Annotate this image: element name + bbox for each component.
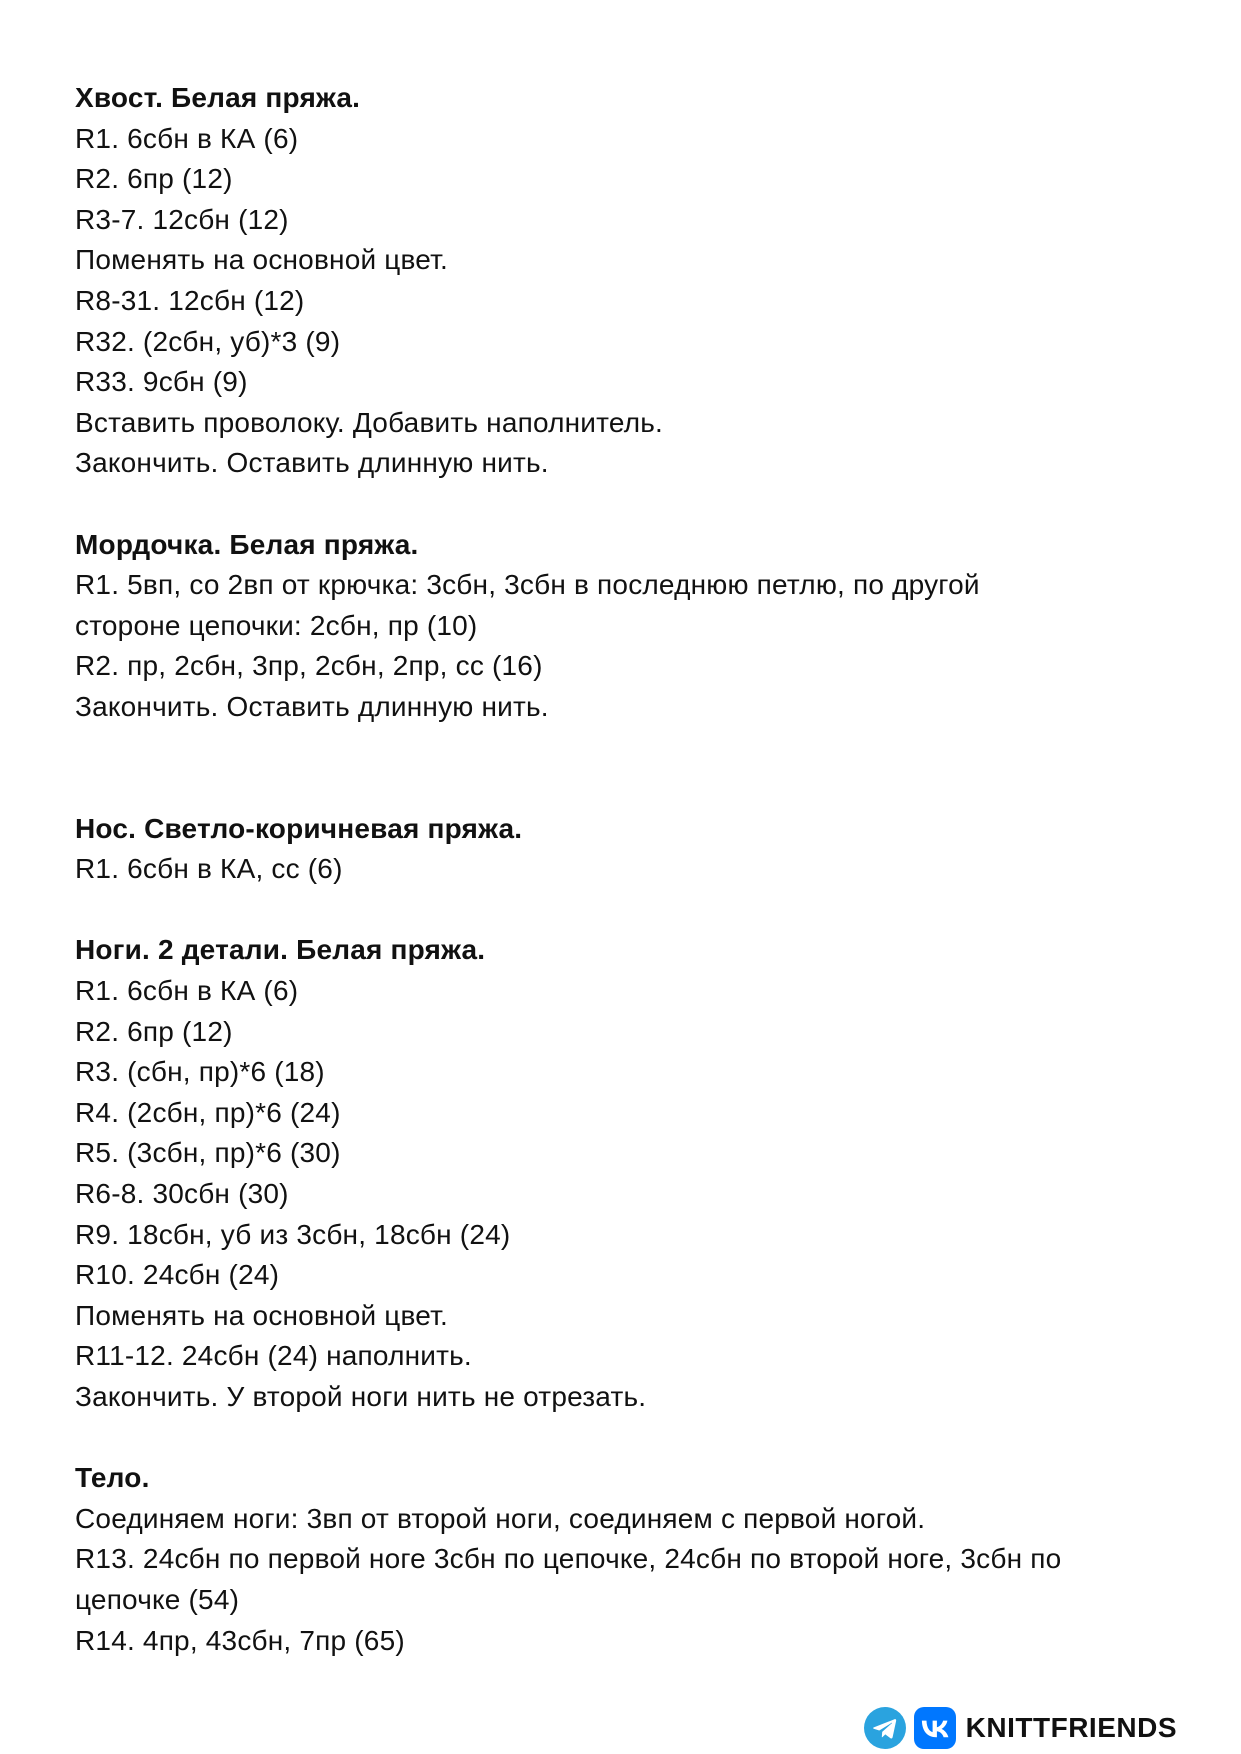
instruction-line: Закончить. Оставить длинную нить. xyxy=(75,447,549,479)
instruction-line: R32. (2сбн, уб)*3 (9) xyxy=(75,325,341,357)
instruction-line: R3-7. 12сбн (12) xyxy=(75,203,289,235)
instruction-line: R13. 24сбн по первой ноге 3сбн по цепочке, 24сбн по второй ноге, 3сбн по xyxy=(75,1543,1062,1575)
instruction-line: Вставить проволоку. Добавить наполнитель. xyxy=(75,406,664,438)
instruction-line: Закончить. Оставить длинную нить. xyxy=(75,690,549,722)
instruction-line: R3. (сбн, пр)*6 (18) xyxy=(75,1056,325,1088)
section-muzzle xyxy=(75,525,1165,728)
telegram-icon[interactable] xyxy=(864,1707,906,1749)
section-heading: Тело. xyxy=(75,1462,150,1494)
section-nose xyxy=(75,809,1165,890)
instruction-line: R1. 5вп, со 2вп от крючка: 3сбн, 3сбн в последнюю петлю, по другой xyxy=(75,569,980,601)
instruction-line: R14. 4пр, 43сбн, 7пр (65) xyxy=(75,1624,405,1656)
instruction-line: R2. 6пр (12) xyxy=(75,163,233,195)
instruction-line: Соединяем ноги: 3вп от второй ноги, соединяем с первой ногой. xyxy=(75,1502,926,1534)
section-heading: Нос. Светло-коричневая пряжа. xyxy=(75,812,523,844)
section-legs xyxy=(75,930,1165,1417)
instruction-line: R8-31. 12сбн (12) xyxy=(75,284,305,316)
brand-name: KNITTFRIENDS xyxy=(965,1712,1177,1743)
section-heading: Ноги. 2 детали. Белая пряжа. xyxy=(75,934,486,966)
instruction-line: R6-8. 30сбн (30) xyxy=(75,1178,289,1210)
instruction-line: R1. 6сбн в КА (6) xyxy=(75,975,299,1007)
instruction-line: R1. 6сбн в КА, сс (6) xyxy=(75,853,343,885)
vk-icon[interactable] xyxy=(914,1707,956,1749)
instruction-line: R5. (3сбн, пр)*6 (30) xyxy=(75,1137,341,1169)
spacer xyxy=(75,890,1165,931)
instruction-line: R33. 9сбн (9) xyxy=(75,366,248,398)
instruction-line: R4. (2сбн, пр)*6 (24) xyxy=(75,1096,341,1128)
instruction-line: R2. пр, 2сбн, 3пр, 2сбн, 2пр, сс (16) xyxy=(75,650,543,682)
instruction-line: Закончить. У второй ноги нить не отрезать. xyxy=(75,1381,647,1412)
instruction-line: R1. 6сбн в КА (6) xyxy=(75,122,299,154)
instruction-line: стороне цепочки: 2сбн, пр (10) xyxy=(75,609,478,641)
section-tail xyxy=(75,78,1165,484)
instruction-line: R10. 24сбн (24) xyxy=(75,1259,280,1291)
instruction-line: Поменять на основной цвет. xyxy=(75,1299,449,1331)
instruction-line: R11-12. 24сбн (24) наполнить. xyxy=(75,1340,472,1372)
instruction-line: R9. 18сбн, уб из 3сбн, 18сбн (24) xyxy=(75,1218,511,1250)
instruction-line: R2. 6пр (12) xyxy=(75,1015,233,1047)
spacer xyxy=(75,1418,1165,1459)
section-body xyxy=(75,1458,1165,1661)
spacer xyxy=(75,728,1165,809)
footer-branding xyxy=(864,1706,1177,1750)
instruction-line: цепочке (54) xyxy=(75,1583,240,1615)
spacer xyxy=(75,484,1165,525)
document-body xyxy=(75,78,1165,1661)
instruction-line: Поменять на основной цвет. xyxy=(75,244,449,276)
section-heading: Хвост. Белая пряжа. xyxy=(75,82,361,113)
section-heading: Мордочка. Белая пряжа. xyxy=(75,528,419,560)
